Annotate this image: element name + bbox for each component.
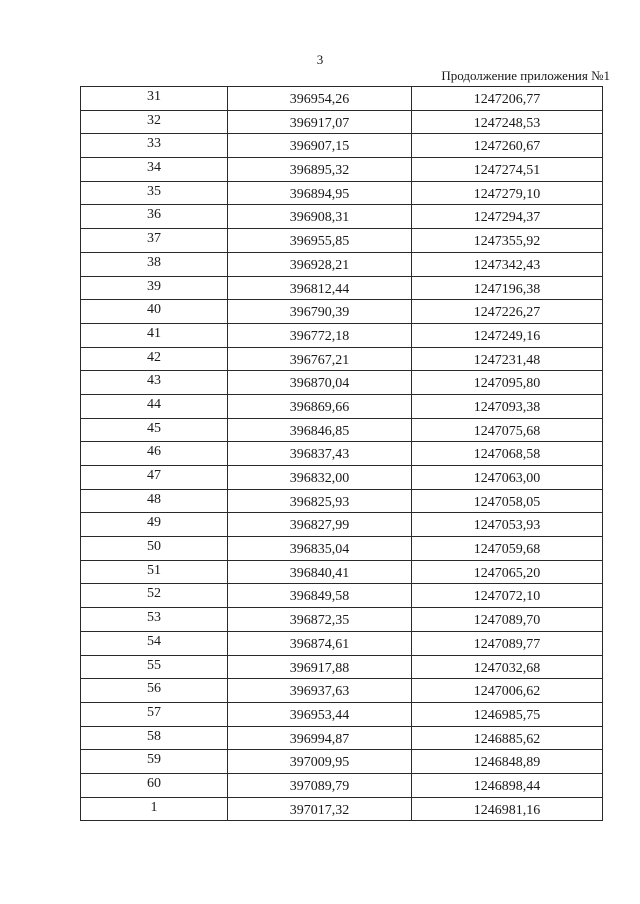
table-row <box>81 371 603 395</box>
table-row <box>81 655 603 679</box>
x-coordinate-cell: 396772,18 <box>228 323 412 347</box>
point-number-cell: 50 <box>81 537 228 561</box>
x-coordinate-cell: 397017,32 <box>228 797 412 821</box>
y-coordinate-cell: 1246848,89 <box>412 750 603 774</box>
point-number-cell: 56 <box>81 679 228 703</box>
table-row <box>81 394 603 418</box>
point-number-cell: 33 <box>81 134 228 158</box>
point-number-cell: 58 <box>81 726 228 750</box>
y-coordinate-cell: 1246985,75 <box>412 702 603 726</box>
y-coordinate-cell: 1247068,58 <box>412 442 603 466</box>
x-coordinate-cell: 396812,44 <box>228 276 412 300</box>
table-row <box>81 773 603 797</box>
table-row <box>81 442 603 466</box>
point-number-cell: 46 <box>81 442 228 466</box>
point-number-cell: 42 <box>81 347 228 371</box>
point-number-cell: 41 <box>81 323 228 347</box>
point-number-cell: 55 <box>81 655 228 679</box>
table-row <box>81 726 603 750</box>
y-coordinate-cell: 1247355,92 <box>412 229 603 253</box>
x-coordinate-cell: 396849,58 <box>228 584 412 608</box>
table-row <box>81 631 603 655</box>
point-number-cell: 32 <box>81 110 228 134</box>
x-coordinate-cell: 396994,87 <box>228 726 412 750</box>
point-number-cell: 52 <box>81 584 228 608</box>
x-coordinate-cell: 396767,21 <box>228 347 412 371</box>
x-coordinate-cell: 396928,21 <box>228 252 412 276</box>
point-number-cell: 44 <box>81 394 228 418</box>
x-coordinate-cell: 396917,88 <box>228 655 412 679</box>
x-coordinate-cell: 396908,31 <box>228 205 412 229</box>
point-number-cell: 39 <box>81 276 228 300</box>
table-row <box>81 252 603 276</box>
point-number-cell: 57 <box>81 702 228 726</box>
table-row <box>81 466 603 490</box>
y-coordinate-cell: 1247032,68 <box>412 655 603 679</box>
x-coordinate-cell: 396835,04 <box>228 537 412 561</box>
table-row <box>81 750 603 774</box>
x-coordinate-cell: 396869,66 <box>228 394 412 418</box>
table-row <box>81 276 603 300</box>
table-row <box>81 560 603 584</box>
table-row <box>81 608 603 632</box>
point-number-cell: 45 <box>81 418 228 442</box>
y-coordinate-cell: 1247249,16 <box>412 323 603 347</box>
y-coordinate-cell: 1247053,93 <box>412 513 603 537</box>
x-coordinate-cell: 396837,43 <box>228 442 412 466</box>
table-row <box>81 205 603 229</box>
point-number-cell: 31 <box>81 87 228 111</box>
page-number: 3 <box>316 52 324 67</box>
table-row <box>81 229 603 253</box>
y-coordinate-cell: 1247248,53 <box>412 110 603 134</box>
table-row <box>81 702 603 726</box>
coordinates-table <box>80 86 603 821</box>
y-coordinate-cell: 1247072,10 <box>412 584 603 608</box>
x-coordinate-cell: 396954,26 <box>228 87 412 111</box>
point-number-cell: 60 <box>81 773 228 797</box>
point-number-cell: 48 <box>81 489 228 513</box>
point-number-cell: 53 <box>81 608 228 632</box>
point-number-cell: 51 <box>81 560 228 584</box>
y-coordinate-cell: 1247260,67 <box>412 134 603 158</box>
y-coordinate-cell: 1247058,05 <box>412 489 603 513</box>
table-row <box>81 181 603 205</box>
x-coordinate-cell: 396832,00 <box>228 466 412 490</box>
x-coordinate-cell: 396917,07 <box>228 110 412 134</box>
y-coordinate-cell: 1247059,68 <box>412 537 603 561</box>
table-row <box>81 323 603 347</box>
y-coordinate-cell: 1247274,51 <box>412 158 603 182</box>
x-coordinate-cell: 396825,93 <box>228 489 412 513</box>
x-coordinate-cell: 396846,85 <box>228 418 412 442</box>
table-row <box>81 513 603 537</box>
appendix-caption: Продолжение приложения №1 <box>441 68 610 83</box>
point-number-cell: 35 <box>81 181 228 205</box>
table-row <box>81 584 603 608</box>
y-coordinate-cell: 1247196,38 <box>412 276 603 300</box>
point-number-cell: 38 <box>81 252 228 276</box>
table-row <box>81 537 603 561</box>
x-coordinate-cell: 396870,04 <box>228 371 412 395</box>
point-number-cell: 40 <box>81 300 228 324</box>
y-coordinate-cell: 1247089,77 <box>412 631 603 655</box>
x-coordinate-cell: 396827,99 <box>228 513 412 537</box>
x-coordinate-cell: 396907,15 <box>228 134 412 158</box>
x-coordinate-cell: 396894,95 <box>228 181 412 205</box>
x-coordinate-cell: 396953,44 <box>228 702 412 726</box>
x-coordinate-cell: 397009,95 <box>228 750 412 774</box>
x-coordinate-cell: 396895,32 <box>228 158 412 182</box>
x-coordinate-cell: 397089,79 <box>228 773 412 797</box>
y-coordinate-cell: 1246885,62 <box>412 726 603 750</box>
point-number-cell: 43 <box>81 371 228 395</box>
table-row <box>81 797 603 821</box>
table-row <box>81 489 603 513</box>
point-number-cell: 49 <box>81 513 228 537</box>
y-coordinate-cell: 1247065,20 <box>412 560 603 584</box>
y-coordinate-cell: 1246898,44 <box>412 773 603 797</box>
x-coordinate-cell: 396840,41 <box>228 560 412 584</box>
point-number-cell: 36 <box>81 205 228 229</box>
table-row <box>81 300 603 324</box>
point-number-cell: 54 <box>81 631 228 655</box>
y-coordinate-cell: 1247089,70 <box>412 608 603 632</box>
x-coordinate-cell: 396955,85 <box>228 229 412 253</box>
table-row <box>81 679 603 703</box>
coordinates-table-body <box>81 87 603 821</box>
x-coordinate-cell: 396937,63 <box>228 679 412 703</box>
y-coordinate-cell: 1247063,00 <box>412 466 603 490</box>
table-row <box>81 347 603 371</box>
point-number-cell: 37 <box>81 229 228 253</box>
y-coordinate-cell: 1247093,38 <box>412 394 603 418</box>
x-coordinate-cell: 396790,39 <box>228 300 412 324</box>
point-number-cell: 59 <box>81 750 228 774</box>
y-coordinate-cell: 1246981,16 <box>412 797 603 821</box>
table-row <box>81 158 603 182</box>
y-coordinate-cell: 1247206,77 <box>412 87 603 111</box>
point-number-cell: 34 <box>81 158 228 182</box>
y-coordinate-cell: 1247006,62 <box>412 679 603 703</box>
x-coordinate-cell: 396872,35 <box>228 608 412 632</box>
table-row <box>81 418 603 442</box>
y-coordinate-cell: 1247075,68 <box>412 418 603 442</box>
y-coordinate-cell: 1247279,10 <box>412 181 603 205</box>
table-row <box>81 87 603 111</box>
table-row <box>81 134 603 158</box>
x-coordinate-cell: 396874,61 <box>228 631 412 655</box>
y-coordinate-cell: 1247231,48 <box>412 347 603 371</box>
point-number-cell: 1 <box>81 797 228 821</box>
y-coordinate-cell: 1247294,37 <box>412 205 603 229</box>
y-coordinate-cell: 1247226,27 <box>412 300 603 324</box>
point-number-cell: 47 <box>81 466 228 490</box>
y-coordinate-cell: 1247095,80 <box>412 371 603 395</box>
table-row <box>81 110 603 134</box>
y-coordinate-cell: 1247342,43 <box>412 252 603 276</box>
